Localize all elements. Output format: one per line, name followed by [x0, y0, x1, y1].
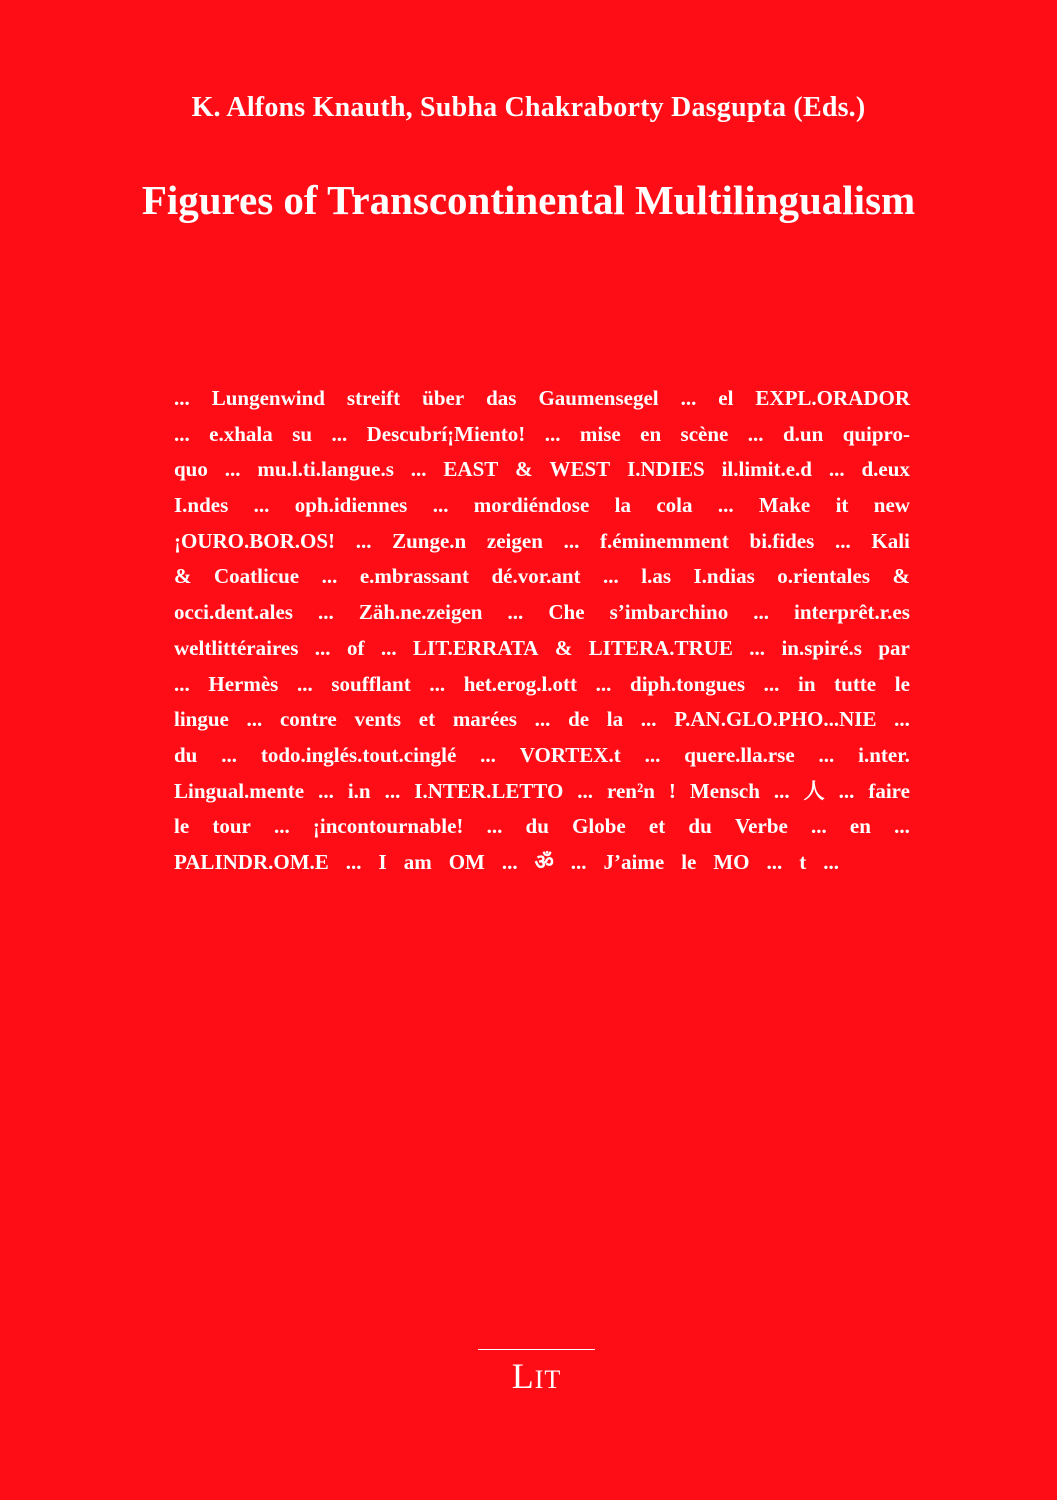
- blurb-word: mu.l.ti.langue.s: [257, 457, 394, 482]
- blurb-word: ...: [534, 707, 551, 732]
- blurb-word: contre: [279, 707, 337, 732]
- blurb-word: it: [835, 493, 849, 518]
- blurb-word: Verbe: [734, 814, 788, 839]
- publisher-rest: IT: [534, 1365, 562, 1394]
- blurb-word: ...: [432, 493, 449, 518]
- blurb-word: ...: [314, 635, 331, 660]
- blurb-word: ...: [174, 386, 190, 410]
- blurb-word: le: [681, 849, 697, 874]
- blurb-word: d.un: [782, 421, 824, 446]
- blurb-word: streift: [346, 386, 401, 410]
- blurb-word: marées: [452, 707, 517, 732]
- blurb-word: Hermès: [208, 671, 279, 696]
- blurb-word: e.xhala: [209, 421, 273, 446]
- blurb-word: in: [798, 671, 816, 696]
- blurb-word: d.eux: [861, 457, 910, 482]
- blurb-word: Globe: [572, 814, 626, 839]
- blurb-word: il.limit.e.d: [721, 457, 812, 482]
- blurb-word: o.rientales: [777, 564, 870, 589]
- blurb-word: ...: [486, 814, 503, 839]
- blurb-word: Lungenwind: [211, 386, 325, 410]
- blurb-word: Make: [758, 493, 811, 518]
- blurb-word: &: [174, 564, 192, 589]
- blurb-line: [174, 488, 910, 524]
- blurb-word: ...: [318, 778, 334, 803]
- blurb-word: WEST: [549, 457, 611, 482]
- blurb-word: tutte: [834, 671, 877, 696]
- blurb-word: et: [418, 707, 436, 732]
- blurb-word: &: [515, 457, 533, 482]
- blurb-word: ...: [296, 671, 313, 696]
- blurb-line: [174, 738, 910, 774]
- blurb-word: ...: [753, 600, 769, 625]
- blurb-word: &: [892, 564, 910, 589]
- blurb-word: ...: [480, 742, 496, 767]
- blurb-word: zeigen: [486, 528, 543, 553]
- blurb-word: EXPL.ORADOR: [755, 386, 910, 410]
- blurb-word: I.ndias: [693, 564, 755, 589]
- blurb-word: am: [403, 849, 432, 874]
- blurb-word: cola: [656, 493, 693, 518]
- blurb-line: [174, 524, 910, 560]
- blurb-word: en: [849, 814, 871, 839]
- blurb-word: ...: [640, 707, 657, 732]
- blurb-word: t: [799, 849, 807, 874]
- blurb-word: todo.inglés.tout.cinglé: [260, 742, 457, 767]
- blurb-word: vents: [354, 707, 402, 732]
- blurb-word: mise: [579, 421, 621, 446]
- blurb-word: en: [640, 421, 662, 446]
- blurb-word: ...: [246, 707, 263, 732]
- blurb-word: su: [292, 421, 313, 446]
- blurb-word: of: [346, 635, 365, 660]
- publisher-logo: [478, 1355, 595, 1397]
- blurb-word: le: [894, 671, 910, 696]
- blurb-word: OM: [448, 849, 485, 874]
- blurb-word: 人: [803, 778, 825, 803]
- blurb-word: ...: [811, 814, 827, 839]
- blurb-word: Coatlicue: [213, 564, 300, 589]
- blurb-word: ...: [507, 600, 524, 625]
- blurb-line: [174, 667, 910, 703]
- blurb-word: ...: [544, 421, 561, 446]
- blurb-line: [174, 417, 910, 453]
- blurb-word: ॐ: [534, 849, 554, 874]
- blurb-word: ...: [818, 742, 835, 767]
- blurb-word: f.éminemment: [599, 528, 729, 553]
- blurb-word: LIT.ERRATA: [413, 635, 539, 660]
- blurb-word: ...: [174, 671, 190, 696]
- blurb-word: lingue: [174, 707, 229, 732]
- blurb-word: ...: [680, 386, 697, 410]
- blurb-word: ...: [717, 493, 734, 518]
- blurb-word: EAST: [443, 457, 499, 482]
- blurb-word: et: [648, 814, 666, 839]
- editors-line: K. Alfons Knauth, Subha Chakraborty Dasgupta (Eds.): [191, 92, 866, 123]
- blurb-word: oph.idiennes: [294, 493, 408, 518]
- blurb-word: i.nter.: [858, 742, 910, 767]
- blurb-word: bi.fides: [749, 528, 815, 553]
- blurb-word: ...: [773, 778, 790, 803]
- cover-blurb: [174, 381, 910, 881]
- blurb-word: ...: [563, 528, 580, 553]
- blurb-word: PALINDR.OM.E: [174, 849, 329, 874]
- blurb-word: das: [486, 386, 517, 410]
- blurb-word: ...: [894, 707, 910, 732]
- blurb-word: het.erog.l.ott: [463, 671, 578, 696]
- blurb-word: occi.dent.ales: [174, 600, 293, 625]
- blurb-word: el: [718, 386, 734, 410]
- blurb-word: i.n: [347, 778, 371, 803]
- blurb-word: par: [878, 635, 910, 660]
- blurb-word: ...: [501, 849, 518, 874]
- blurb-word: ...: [595, 671, 612, 696]
- blurb-word: ...: [321, 564, 338, 589]
- blurb-line: [174, 381, 910, 417]
- blurb-word: ...: [894, 814, 910, 839]
- blurb-line: [174, 631, 910, 667]
- blurb-word: &: [554, 635, 573, 660]
- blurb-word: dé.vor.ant: [491, 564, 581, 589]
- publisher-initial: L: [511, 1356, 535, 1396]
- blurb-word: ...: [253, 493, 270, 518]
- blurb-word: Gaumensegel: [538, 386, 659, 410]
- blurb-word: ...: [749, 635, 766, 660]
- blurb-line: [174, 809, 910, 845]
- blurb-word: ...: [834, 528, 851, 553]
- blurb-word: ...: [224, 457, 241, 482]
- blurb-word: diph.tongues: [630, 671, 745, 696]
- blurb-word: J’aime: [603, 849, 665, 874]
- blurb-word: ...: [410, 457, 427, 482]
- blurb-word: quipro-: [842, 421, 910, 446]
- blurb-word: new: [873, 493, 910, 518]
- blurb-word: Zäh.ne.zeigen: [358, 600, 483, 625]
- blurb-word: ren²n: [607, 778, 655, 803]
- blurb-word: I.ndes: [174, 493, 229, 518]
- blurb-word: MO: [713, 849, 750, 874]
- blurb-word: in.spiré.s: [781, 635, 862, 660]
- blurb-word: quere.lla.rse: [684, 742, 795, 767]
- blurb-word: Zunge.n: [392, 528, 467, 553]
- blurb-word: I.NTER.LETTO: [414, 778, 564, 803]
- blurb-word: ...: [823, 849, 839, 874]
- blurb-word: Descubrí¡Miento!: [366, 421, 526, 446]
- blurb-word: ...: [274, 814, 290, 839]
- blurb-line: [174, 774, 910, 810]
- blurb-word: ...: [577, 778, 594, 803]
- blurb-word: VORTEX.t: [519, 742, 621, 767]
- blurb-word: ...: [644, 742, 661, 767]
- blurb-word: interprêt.r.es: [794, 600, 910, 625]
- blurb-word: ...: [174, 421, 190, 446]
- blurb-word: mordiéndose: [473, 493, 590, 518]
- blurb-word: Mensch: [689, 778, 760, 803]
- blurb-word: faire: [868, 778, 910, 803]
- blurb-word: I: [378, 849, 387, 874]
- blurb-word: I.NDIES: [627, 457, 705, 482]
- blurb-word: du: [688, 814, 712, 839]
- blurb-word: ...: [345, 849, 362, 874]
- blurb-line: [174, 559, 910, 595]
- blurb-word: ...: [355, 528, 372, 553]
- blurb-word: !: [668, 778, 676, 803]
- blurb-line: [174, 845, 910, 881]
- blurb-word: ...: [380, 635, 397, 660]
- blurb-word: P.AN.GLO.PHO...NIE: [674, 707, 877, 732]
- blurb-word: quo: [174, 457, 208, 482]
- blurb-word: weltlittéraires: [174, 635, 299, 660]
- blurb-word: du: [174, 742, 198, 767]
- blurb-word: LITERA.TRUE: [588, 635, 733, 660]
- publisher-rule: [478, 1349, 595, 1350]
- blurb-word: l.as: [641, 564, 671, 589]
- blurb-word: tour: [212, 814, 251, 839]
- blurb-word: ...: [318, 600, 334, 625]
- blurb-word: ...: [384, 778, 401, 803]
- book-title: Figures of Transcontinental Multilingualism: [141, 177, 916, 223]
- blurb-line: [174, 452, 910, 488]
- blurb-word: ...: [828, 457, 845, 482]
- blurb-word: ¡incontournable!: [312, 814, 464, 839]
- blurb-line: [174, 595, 910, 631]
- blurb-word: soufflant: [331, 671, 411, 696]
- blurb-word: ...: [570, 849, 587, 874]
- blurb-word: s’imbarchino: [609, 600, 729, 625]
- blurb-word: ...: [838, 778, 855, 803]
- blurb-word: e.mbrassant: [359, 564, 469, 589]
- blurb-word: ...: [747, 421, 764, 446]
- blurb-word: le: [174, 814, 190, 839]
- blurb-word: über: [422, 386, 465, 410]
- blurb-word: ...: [221, 742, 237, 767]
- blurb-word: ...: [331, 421, 348, 446]
- blurb-word: de: [568, 707, 590, 732]
- blurb-word: Lingual.mente: [174, 778, 305, 803]
- blurb-line: [174, 702, 910, 738]
- blurb-word: ¡OURO.BOR.OS!: [174, 528, 336, 553]
- blurb-word: la: [606, 707, 624, 732]
- blurb-word: ...: [429, 671, 446, 696]
- blurb-word: ...: [766, 849, 783, 874]
- blurb-word: Che: [548, 600, 585, 625]
- blurb-word: la: [614, 493, 631, 518]
- blurb-word: ...: [763, 671, 780, 696]
- blurb-word: Kali: [871, 528, 910, 553]
- blurb-word: du: [525, 814, 549, 839]
- blurb-word: ...: [603, 564, 619, 589]
- blurb-word: scène: [680, 421, 729, 446]
